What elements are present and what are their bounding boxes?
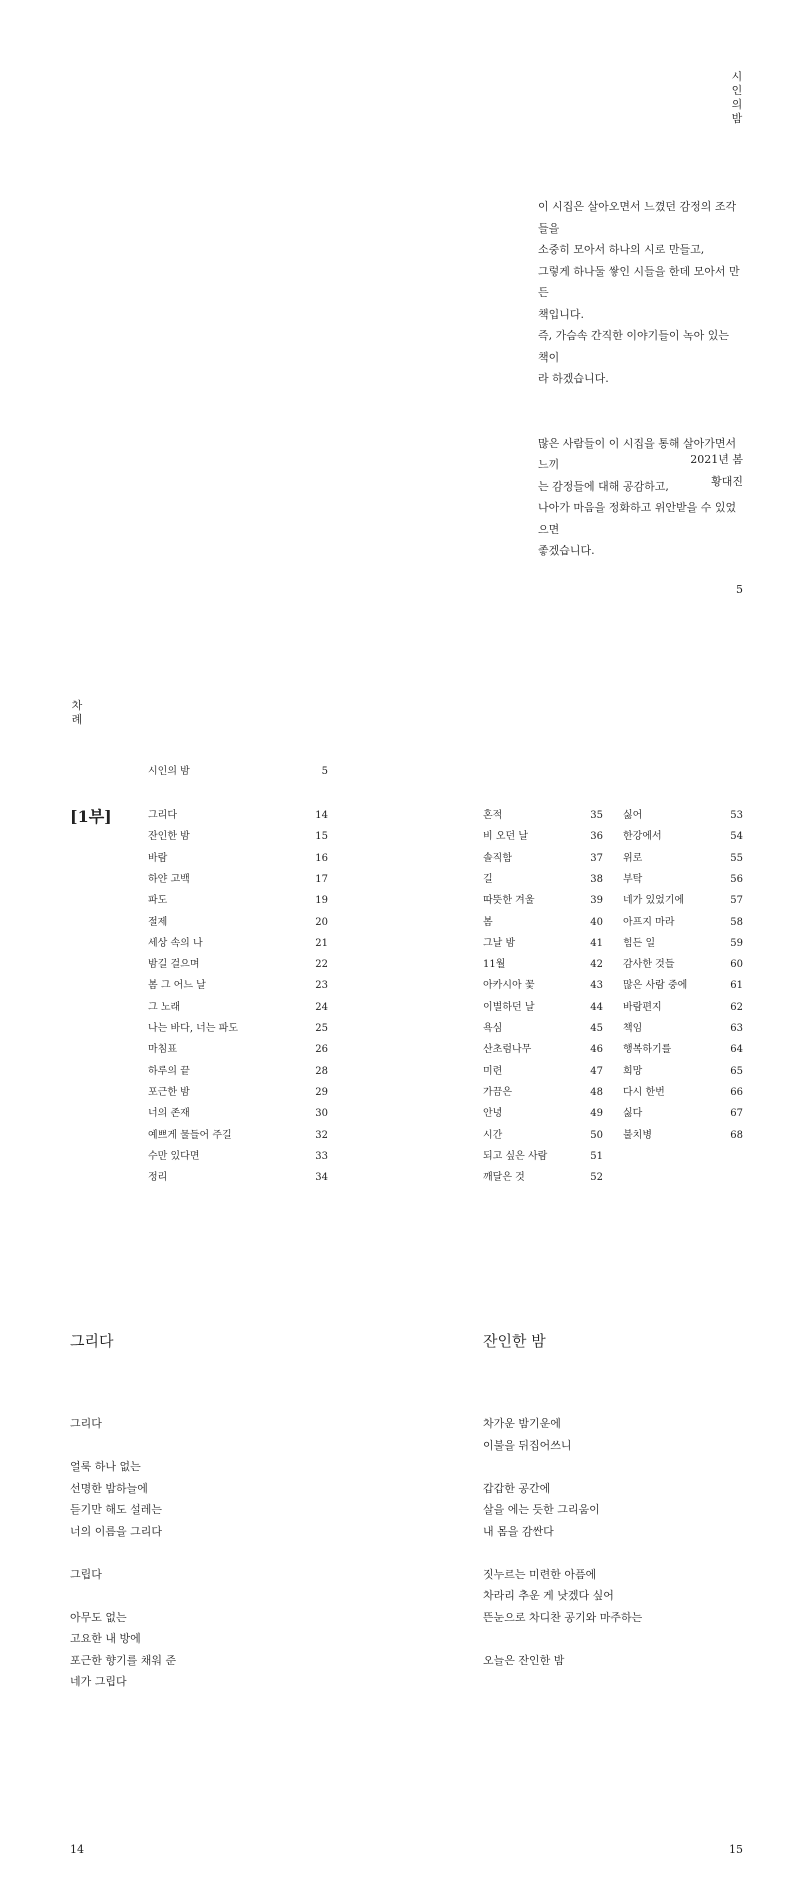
page-number: 5 bbox=[736, 583, 743, 596]
toc-entry[interactable] bbox=[483, 1039, 603, 1060]
poem-line: 갑갑한 공간에 bbox=[483, 1481, 551, 1495]
toc-entry-page: 59 bbox=[730, 937, 743, 949]
preface-line: 는 감정들에 대해 공감하고, bbox=[538, 479, 669, 493]
toc-entry-page: 20 bbox=[315, 916, 328, 928]
toc-entry[interactable] bbox=[148, 954, 328, 975]
toc-entry-page: 35 bbox=[590, 810, 603, 821]
toc-entry-title: 책임 bbox=[623, 1023, 643, 1034]
toc-entry[interactable] bbox=[148, 848, 328, 869]
poem-body bbox=[70, 1413, 176, 1693]
toc-entry-page: 53 bbox=[730, 810, 743, 821]
toc-entry-title: 마침표 bbox=[148, 1044, 177, 1056]
poem-line: 짓누르는 미련한 아픔에 bbox=[483, 1567, 597, 1581]
toc-entry[interactable] bbox=[148, 1167, 328, 1188]
toc-entry-page: 39 bbox=[590, 895, 603, 907]
toc-entry-title: 시간 bbox=[483, 1129, 503, 1141]
toc-entry[interactable] bbox=[148, 912, 328, 933]
toc-entry-page: 30 bbox=[315, 1108, 328, 1120]
toc-entry[interactable] bbox=[148, 890, 328, 911]
toc-entry-page: 37 bbox=[590, 852, 603, 864]
toc-entry-page: 19 bbox=[315, 895, 328, 907]
toc-entry-title: 수만 있다면 bbox=[148, 1150, 200, 1162]
toc-entry-page: 44 bbox=[590, 1001, 603, 1013]
toc-entry[interactable] bbox=[483, 1018, 603, 1039]
toc-entry-title: 가끔은 bbox=[483, 1086, 512, 1098]
toc-entry-title: 아프지 마라 bbox=[623, 916, 675, 928]
toc-entry-page: 48 bbox=[590, 1086, 603, 1098]
toc-entry-title: 그리다 bbox=[148, 810, 177, 821]
poem-line: 그립다 bbox=[70, 1567, 102, 1581]
toc-entry[interactable] bbox=[623, 1039, 743, 1060]
toc-entry[interactable] bbox=[148, 975, 328, 996]
preface-line: 많은 사람들이 이 시집을 통해 살아가면서 느끼 bbox=[538, 436, 737, 471]
toc-entry-page: 60 bbox=[730, 959, 743, 971]
toc-entry[interactable] bbox=[623, 1103, 743, 1124]
toc-entry-title: 산초럼나무 bbox=[483, 1044, 532, 1056]
poem-line: 네가 그립다 bbox=[70, 1675, 127, 1688]
toc-entry[interactable] bbox=[483, 1125, 603, 1146]
toc-entry-title: 힘든 일 bbox=[623, 937, 656, 949]
toc-entry[interactable] bbox=[623, 805, 743, 826]
toc-entry[interactable] bbox=[483, 1103, 603, 1124]
toc-entry-title: 밤길 걸으며 bbox=[148, 959, 200, 971]
preface-line: 라 하겠습니다. bbox=[538, 372, 609, 385]
toc-entry-page: 14 bbox=[315, 810, 328, 821]
toc-entry-page: 26 bbox=[315, 1044, 328, 1056]
toc-entry-title: 너의 존재 bbox=[148, 1108, 190, 1120]
poem-line: 포근한 향기를 채워 준 bbox=[70, 1653, 177, 1667]
preface-line: 나아가 마음을 정화하고 위안받을 수 있었으면 bbox=[538, 501, 737, 536]
toc-entry-page: 25 bbox=[315, 1023, 328, 1034]
poem-line: 차라리 추운 게 낫겠다 싶어 bbox=[483, 1589, 614, 1602]
toc-entry[interactable] bbox=[483, 1146, 603, 1167]
toc-entry[interactable] bbox=[483, 933, 603, 954]
toc-entry-title: 싫어 bbox=[623, 810, 643, 821]
poem-line: 아무도 없는 bbox=[70, 1610, 127, 1624]
toc-entry[interactable] bbox=[148, 805, 328, 826]
toc-entry[interactable] bbox=[148, 826, 328, 847]
toc-entry[interactable] bbox=[483, 869, 603, 890]
toc-entry-page: 15 bbox=[315, 831, 328, 843]
toc-entry-title: 파도 bbox=[148, 895, 168, 907]
toc-entry-page: 66 bbox=[730, 1086, 743, 1098]
page-number: 14 bbox=[70, 1843, 84, 1856]
toc-entry[interactable] bbox=[148, 1146, 328, 1167]
toc-entry-page: 36 bbox=[590, 831, 603, 843]
poem-line: 듣기만 해도 설레는 bbox=[70, 1503, 163, 1516]
toc-entry[interactable] bbox=[148, 1125, 328, 1146]
toc-entry-page: 58 bbox=[730, 916, 743, 928]
toc-entry[interactable] bbox=[483, 997, 603, 1018]
toc-entry-title: 네가 있었기에 bbox=[623, 895, 685, 907]
toc-entry[interactable] bbox=[483, 890, 603, 911]
preface-date: 2021년 봄 bbox=[690, 453, 743, 466]
poem-line: 너의 이름을 그리다 bbox=[70, 1524, 163, 1538]
toc-entry-title: 희망 bbox=[623, 1065, 643, 1077]
toc-entry-title: 포근한 밤 bbox=[148, 1086, 190, 1098]
toc-entry-title: 혼적 bbox=[483, 810, 503, 821]
toc-entry[interactable] bbox=[483, 826, 603, 847]
toc-entry-title: 하얀 고백 bbox=[148, 873, 190, 885]
toc-entry[interactable] bbox=[623, 848, 743, 869]
preface-signature bbox=[690, 449, 743, 492]
toc-entry-page: 65 bbox=[730, 1065, 743, 1077]
toc-entry-page: 41 bbox=[590, 937, 603, 949]
toc-part-label: [1부] bbox=[70, 807, 112, 826]
toc-entry-title: 많은 사람 중에 bbox=[623, 980, 688, 992]
toc-entry-title: 하루의 끝 bbox=[148, 1065, 190, 1077]
toc-entry[interactable] bbox=[483, 1082, 603, 1103]
preface-line: 좋겠습니다. bbox=[538, 544, 595, 557]
toc-entry-page: 61 bbox=[730, 980, 743, 992]
toc-entry-title: 미련 bbox=[483, 1065, 503, 1077]
toc-entry-page: 21 bbox=[315, 937, 328, 949]
toc-entry-page: 68 bbox=[730, 1129, 743, 1141]
toc-entry[interactable] bbox=[483, 1167, 603, 1188]
toc-entry[interactable] bbox=[623, 890, 743, 911]
toc-entry-page: 5 bbox=[321, 766, 328, 777]
toc-entry-title: 11월 bbox=[483, 959, 506, 971]
toc-entry[interactable] bbox=[148, 1082, 328, 1103]
toc-entry-title: 길 bbox=[483, 873, 493, 885]
toc-entry[interactable] bbox=[623, 975, 743, 996]
poem-line: 차가운 밤기운에 bbox=[483, 1417, 561, 1430]
toc-side-title: 차 례 bbox=[71, 699, 83, 726]
toc-entry-title: 바람편지 bbox=[623, 1001, 662, 1013]
poem-title: 그리다 bbox=[70, 1332, 114, 1350]
toc-entry-title: 나는 바다, 너는 파도 bbox=[148, 1023, 238, 1034]
toc-entry-title: 깨달은 것 bbox=[483, 1172, 525, 1184]
toc-entry[interactable] bbox=[148, 1061, 328, 1082]
preface-line: 즉, 가슴속 간직한 이야기들이 녹아 있는 책이 bbox=[538, 329, 729, 364]
toc-entry-title: 예쁘게 물들어 주길 bbox=[148, 1129, 232, 1141]
toc-entry-title: 따뜻한 겨울 bbox=[483, 895, 535, 907]
toc-entry[interactable] bbox=[623, 933, 743, 954]
toc-entry[interactable] bbox=[623, 1082, 743, 1103]
toc-entry-title: 정리 bbox=[148, 1172, 168, 1184]
toc-entry[interactable] bbox=[148, 933, 328, 954]
toc-entry-title: 봄 그 어느 날 bbox=[148, 980, 206, 992]
toc-entry[interactable] bbox=[623, 1018, 743, 1039]
toc-entry-title: 행복하기를 bbox=[623, 1044, 672, 1056]
toc-entry-page: 24 bbox=[315, 1001, 328, 1013]
toc-entry-title: 싫다 bbox=[623, 1108, 643, 1120]
preface-text bbox=[538, 196, 743, 562]
toc-entry-page: 38 bbox=[590, 873, 603, 885]
toc-entry-title: 감사한 것들 bbox=[623, 959, 675, 971]
poem-line: 뜬눈으로 차디찬 공기와 마주하는 bbox=[483, 1610, 643, 1624]
poem-line: 오늘은 잔인한 밤 bbox=[483, 1653, 565, 1667]
toc-entry-page: 49 bbox=[590, 1108, 603, 1120]
toc-entry-title: 되고 싶은 사람 bbox=[483, 1150, 548, 1162]
toc-entry[interactable] bbox=[623, 997, 743, 1018]
poem-line: 얼룩 하나 없는 bbox=[70, 1460, 141, 1473]
toc-entry-page: 43 bbox=[590, 980, 603, 992]
toc-entry-title: 시인의 밤 bbox=[148, 766, 190, 777]
poem-line: 살을 에는 듯한 그리움이 bbox=[483, 1503, 600, 1516]
toc-entry-title: 이별하던 날 bbox=[483, 1001, 535, 1013]
poem-line: 고요한 내 방에 bbox=[70, 1632, 141, 1645]
toc-entry-title: 비 오던 날 bbox=[483, 831, 528, 843]
toc-entry-page: 42 bbox=[590, 959, 603, 971]
preface-line: 소중히 모아서 하나의 시로 만들고, bbox=[538, 243, 705, 256]
toc-entry-page: 40 bbox=[590, 916, 603, 928]
toc-entry[interactable] bbox=[483, 1061, 603, 1082]
preface-line: 책입니다. bbox=[538, 307, 585, 321]
toc-entry-page: 23 bbox=[315, 980, 328, 992]
toc-entry-page: 34 bbox=[315, 1172, 328, 1184]
toc-entry-page: 62 bbox=[730, 1001, 743, 1013]
toc-entry[interactable] bbox=[623, 954, 743, 975]
toc-entry-title: 그 노래 bbox=[148, 1001, 181, 1013]
toc-entry[interactable] bbox=[623, 1125, 743, 1146]
preface-side-title: 시 인 의 밤 bbox=[731, 70, 743, 125]
poem-line: 이불을 뒤집어쓰니 bbox=[483, 1438, 572, 1452]
toc-entry-page: 17 bbox=[315, 873, 328, 885]
toc-entry-page: 57 bbox=[730, 895, 743, 907]
preface-line: 그렇게 하나둘 쌓인 시들을 한데 모아서 만든 bbox=[538, 264, 740, 299]
toc-preface-entry[interactable] bbox=[148, 761, 328, 782]
toc-entry-page: 46 bbox=[590, 1044, 603, 1056]
toc-entry[interactable] bbox=[483, 848, 603, 869]
toc-entry-title: 솔직함 bbox=[483, 852, 512, 864]
toc-entry-page: 47 bbox=[590, 1065, 603, 1077]
toc-entry-page: 22 bbox=[315, 959, 328, 971]
toc-entry[interactable] bbox=[623, 869, 743, 890]
toc-entry-page: 56 bbox=[730, 873, 743, 885]
preface-line: 이 시집은 살아오면서 느꼈던 감정의 조각들을 bbox=[538, 200, 737, 235]
toc-entry[interactable] bbox=[148, 1103, 328, 1124]
toc-entry-page: 55 bbox=[730, 852, 743, 864]
toc-entry-page: 45 bbox=[590, 1023, 603, 1034]
toc-entry-title: 불치병 bbox=[623, 1129, 652, 1141]
toc-entry-page: 28 bbox=[315, 1065, 328, 1077]
toc-entry-page: 33 bbox=[315, 1150, 328, 1162]
toc-entry-title: 봄 bbox=[483, 916, 493, 928]
toc-entry-page: 29 bbox=[315, 1086, 328, 1098]
poem-line: 그리다 bbox=[70, 1417, 102, 1430]
toc-entry-page: 50 bbox=[590, 1129, 603, 1141]
toc-entry-title: 잔인한 밤 bbox=[148, 831, 190, 843]
toc-entry-page: 16 bbox=[315, 852, 328, 864]
toc-entry-title: 안녕 bbox=[483, 1108, 503, 1120]
page-number: 15 bbox=[729, 1843, 743, 1856]
toc-entry-title: 다시 한번 bbox=[623, 1086, 665, 1098]
toc-entry[interactable] bbox=[148, 1039, 328, 1060]
poem-body bbox=[483, 1413, 642, 1671]
toc-entry-title: 욕심 bbox=[483, 1023, 503, 1034]
toc-entry-page: 63 bbox=[730, 1023, 743, 1034]
toc-entry-page: 51 bbox=[590, 1150, 603, 1162]
toc-entry[interactable] bbox=[623, 912, 743, 933]
toc-entry-title: 부탁 bbox=[623, 873, 643, 885]
toc-entry[interactable] bbox=[483, 954, 603, 975]
toc-entry[interactable] bbox=[148, 1018, 328, 1039]
toc-entry[interactable] bbox=[623, 1061, 743, 1082]
toc-entry-title: 세상 속의 나 bbox=[148, 937, 203, 949]
toc-entry-page: 67 bbox=[730, 1108, 743, 1120]
toc-entry-page: 54 bbox=[730, 831, 743, 843]
toc-entry-title: 아카시아 꽃 bbox=[483, 980, 535, 992]
toc-entry[interactable] bbox=[148, 997, 328, 1018]
toc-entry[interactable] bbox=[483, 975, 603, 996]
poem-title: 잔인한 밤 bbox=[483, 1332, 546, 1350]
preface-author: 황대진 bbox=[711, 474, 743, 488]
toc-entry-title: 절제 bbox=[148, 916, 168, 928]
poem-line: 선명한 밤하늘에 bbox=[70, 1481, 148, 1495]
poem-line: 내 몸을 감싼다 bbox=[483, 1524, 554, 1538]
toc-entry-page: 32 bbox=[315, 1129, 328, 1141]
toc-entry[interactable] bbox=[483, 805, 603, 826]
toc-entry[interactable] bbox=[483, 912, 603, 933]
toc-entry-title: 그날 밤 bbox=[483, 937, 516, 949]
toc-entry-title: 위로 bbox=[623, 852, 643, 864]
toc-entry-page: 52 bbox=[590, 1172, 603, 1184]
toc-entry-page: 64 bbox=[730, 1044, 743, 1056]
toc-entry-title: 한강에서 bbox=[623, 831, 662, 843]
toc-entry[interactable] bbox=[623, 826, 743, 847]
toc-entry[interactable] bbox=[148, 869, 328, 890]
toc-entry-title: 바람 bbox=[148, 852, 168, 864]
